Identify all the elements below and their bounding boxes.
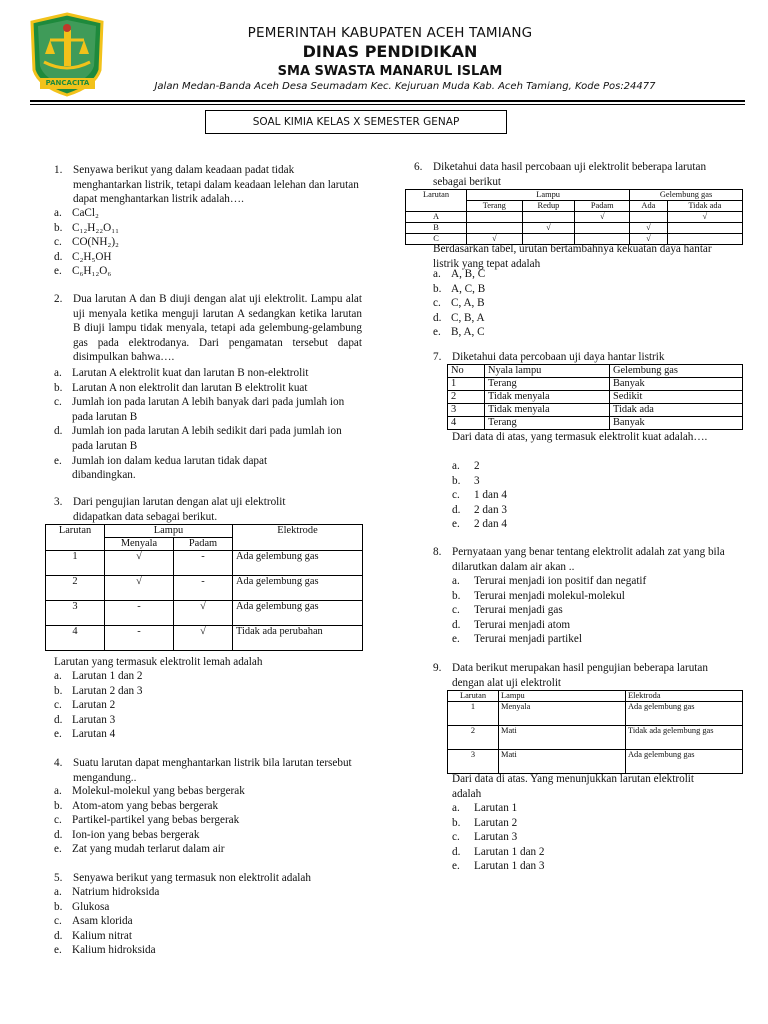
question-9-options [452,801,702,874]
option-d: d. Larutan 1 dan 2 [452,845,545,858]
option-b: b. Atom-atom yang bebas bergerak [54,799,219,812]
table-row: 3 Tidak menyala Tidak ada [448,404,743,417]
option-a: a. Larutan A elektrolit kuat dan larutan B non-elektrolit [54,367,309,379]
school-name: SMA SWASTA MANARUL ISLAM [277,64,503,79]
table-row: A √ √ [406,212,743,223]
question-number: 8. [433,546,442,558]
question-9 [433,661,743,690]
option-d: d. Kalium nitrat [54,929,132,942]
table-header-row: Larutan Lampu Elektroda [448,691,743,702]
table-row: 4 - √ Tidak ada perubahan [46,626,363,651]
option-d: d. Larutan 3 [54,713,116,726]
logo-text: PANCACITA [45,79,90,87]
option-c: c. Larutan 3 [452,831,518,844]
option-b: b. Larutan 2 dan 3 [54,684,143,697]
table-header: Larutan [406,190,467,212]
exam-title [205,110,507,134]
question-3-prompt: Larutan yang termasuk elektrolit lemah adalah [54,656,263,668]
option-a: a. Natrium hidroksida [54,886,160,898]
question-number: 1. [54,164,63,176]
option-a: a. Terurai menjadi ion positif dan negatif [452,575,647,587]
table-subheader: Terang [467,201,522,212]
option-c: c. CO(NH₂)₂ [54,236,119,249]
option-a: a. CaCl₂ [54,207,99,219]
table-header: Lampu [467,190,630,201]
question-text: Senyawa berikut yang dalam keadaan padat tidak menghantarkan listrik, tetapi dalam keadaan lelehan dan larutan dapat menghantarkan listrik adalah…. [73,164,359,206]
table-subheader: Padam [174,538,233,551]
option-b: b. 3 [452,474,480,487]
table-row: 1 √ - Ada gelembung gas [46,551,363,576]
question-7-table [447,364,743,430]
question-5 [54,871,354,886]
option-d: d. Jumlah ion pada larutan A lebih sedikit dari pada jumlah ion pada larutan B [54,425,342,452]
table-subheader: Menyala [105,538,174,551]
header-rule-thick [30,100,745,102]
question-text: Senyawa berikut yang termasuk non elektrolit adalah [73,872,311,884]
table-subheader: Tidak ada [667,201,742,212]
question-2-options [54,366,362,483]
question-7-options [452,459,702,532]
question-number: 9. [433,662,442,674]
option-c: c. Jumlah ion pada larutan A lebih banyak dari pada jumlah ion pada larutan B [54,396,345,423]
question-6-prompt: Berdasarkan tabel, urutan bertambahnya kekuatan daya hantar listrik yang tepat adalah [433,243,712,270]
option-a: a. Larutan 1 dan 2 [54,670,143,682]
table-row: 2 Mati Tidak ada gelembung gas [448,726,743,750]
option-c: c. Partikel-partikel yang bebas bergerak [54,814,240,827]
option-c: c. Asam klorida [54,915,133,928]
question-number: 5. [54,872,63,884]
question-7 [433,350,743,365]
header-rule-thin [30,104,745,105]
question-4 [54,756,354,785]
option-e: e. Zat yang mudah terlarut dalam air [54,843,225,856]
table-row: 3 - √ Ada gelembung gas [46,601,363,626]
option-a: a. Molekul-molekul yang bebas bergerak [54,785,245,797]
table-header-row: No Nyala lampu Gelembung gas [448,365,743,378]
question-3-table [45,524,363,651]
option-e: e. 2 dan 4 [452,518,507,531]
option-b: b. A, C, B [433,282,486,295]
question-4-options [54,784,354,857]
table-row: 2 √ - Ada gelembung gas [46,576,363,601]
question-text: Data berikut merupakan hasil pengujian beberapa larutan dengan alat uji elektrolit [452,662,708,689]
question-number: 2. [54,293,63,305]
table-row: 2 Tidak menyala Sedikit [448,391,743,404]
option-d: d. C₂H₅OH [54,250,112,263]
option-e: e. Kalium hidroksida [54,944,156,957]
question-8 [433,545,743,574]
government-name: PEMERINTAH KABUPATEN ACEH TAMIANG [247,25,533,41]
question-text: Diketahui data percobaan uji daya hantar listrik [452,351,665,363]
table-row: 4 Terang Banyak [448,417,743,430]
question-3 [54,495,334,524]
table-row: 1 Terang Banyak [448,378,743,391]
question-9-prompt: Dari data di atas. Yang menunjukkan larutan elektrolit adalah [452,773,695,800]
question-number: 7. [433,351,442,363]
question-9-table [447,690,743,774]
option-e: e. Larutan 4 [54,728,116,741]
question-2 [54,292,362,365]
question-6-table [405,189,743,245]
table-header: Gelembung gas [630,190,743,201]
table-header: Elektrode [233,525,363,551]
table-subheader: Ada [630,201,668,212]
question-7-prompt: Dari data di atas, yang termasuk elektrolit kuat adalah…. [452,431,708,443]
table-row: B √ √ [406,223,743,234]
option-e: e. Terurai menjadi partikel [452,633,582,646]
question-text: Dua larutan A dan B diuji dengan alat uji elektrolit. Lampu alat uji menyala ketika menguji larutan A sedangkan ketika larutan B diuji lampu tidak menyala, tetapi ada gelembung-gelambung gas pada elektrodanya. Dari pengamatan tersebut dapat disimpulkan bahwa…. [73,293,362,364]
table-header: Lampu [105,525,233,538]
table-row: 3 Mati Ada gelembung gas [448,750,743,774]
option-c: c. C, A, B [433,297,485,310]
option-a: a. A, B, C [433,268,486,280]
option-b: b. Terurai menjadi molekul-molekul [452,589,625,602]
option-b: b. Glukosa [54,900,110,913]
question-text: Diketahui data hasil percobaan uji elektrolit beberapa larutan sebagai berikut [433,161,707,188]
option-b: b. Larutan A non elektrolit dan larutan B elektrolit kuat [54,381,308,394]
question-3-options [54,669,354,742]
school-logo [30,12,105,97]
option-c: c. 1 dan 4 [452,489,507,502]
option-a: a. Larutan 1 [452,802,518,814]
question-text: Dari pengujian larutan dengan alat uji elektrolit didapatkan data sebagai berikut. [73,496,286,523]
table-row: C √ √ [406,234,743,245]
school-address: Jalan Medan-Banda Aceh Desa Seumadam Kec. Kejuruan Muda Kab. Aceh Tamiang, Kode Pos:24477 [154,81,656,92]
question-6-options [433,267,733,340]
option-e: e. Jumlah ion dalam kedua larutan tidak dapat dibandingkan. [54,454,268,482]
exam-title-text: SOAL KIMIA KELAS X SEMESTER GENAP [252,116,460,128]
table-subheader: Padam [575,201,630,212]
question-number: 3. [54,496,63,508]
option-d: d. 2 dan 3 [452,503,507,516]
option-b: b. Larutan 2 [452,816,518,829]
table-subheader: Redup [522,201,575,212]
question-8-options [452,574,742,647]
question-text: Pernyataan yang benar tentang elektrolit adalah zat yang bila dilarutkan dalam air akan .. [452,546,725,573]
department-name: DINAS PENDIDIKAN [302,42,478,61]
table-header: Larutan [46,525,105,551]
option-b: b. C₁₂H₂₂O₁₁ [54,221,120,234]
option-d: d. Terurai menjadi atom [452,618,571,631]
table-row: 1 Menyala Ada gelembung gas [448,702,743,726]
option-c: c. Larutan 2 [54,699,116,712]
question-6 [414,160,734,189]
option-d: d. C, B, A [433,311,485,324]
question-5-options [54,885,354,958]
option-e: e. Larutan 1 dan 3 [452,860,545,873]
option-e: e. C₆H₁₂O₆ [54,265,112,278]
question-number: 4. [54,757,63,769]
question-text: Suatu larutan dapat menghantarkan listrik bila larutan tersebut mengandung.. [73,757,352,784]
question-1-options [54,206,354,279]
option-c: c. Terurai menjadi gas [452,604,563,617]
question-number: 6. [414,161,423,173]
option-a: a. 2 [452,460,480,472]
option-e: e. B, A, C [433,326,485,339]
question-1 [54,163,362,207]
option-d: d. Ion-ion yang bebas bergerak [54,828,200,841]
